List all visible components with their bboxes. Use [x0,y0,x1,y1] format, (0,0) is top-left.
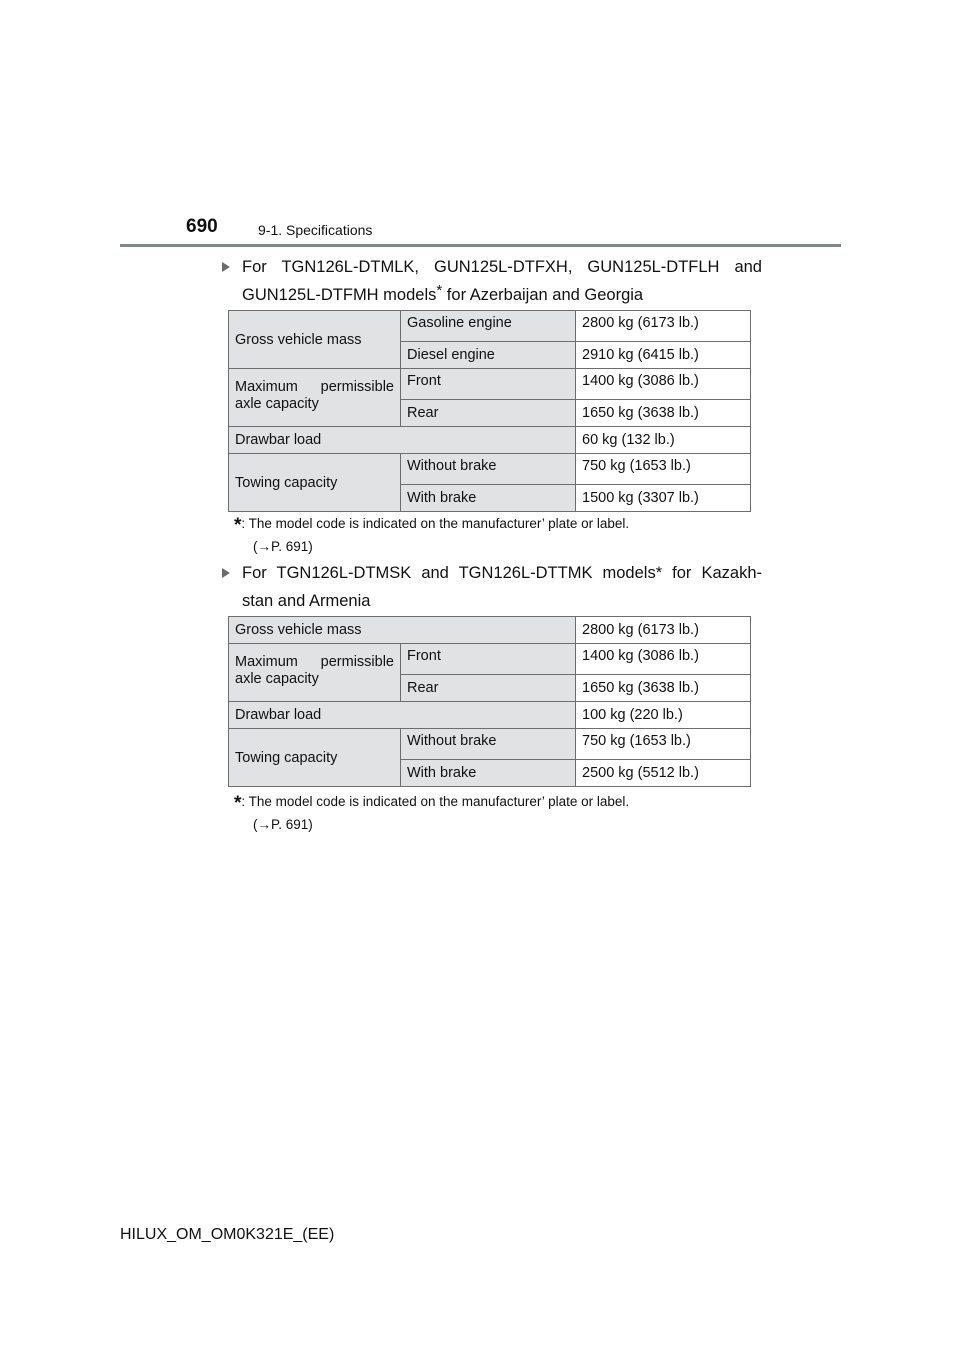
value-rear: 1650 kg (3638 lb.) [576,675,751,702]
label-gross-vehicle-mass: Gross vehicle mass [229,311,401,369]
page-number: 690 [186,216,218,237]
header-divider [120,244,841,247]
value-front: 1400 kg (3086 lb.) [576,644,751,675]
value-gasoline-engine: 2800 kg (6173 lb.) [576,311,751,342]
value-with-brake: 2500 kg (5512 lb.) [576,760,751,787]
page-reference: (→P. 691) [253,817,313,832]
label-with-brake: With brake [401,485,576,512]
section-title: 9-1. Specifications [258,222,373,238]
section2-heading [222,559,762,615]
value-drawbar-load: 60 kg (132 lb.) [576,427,751,454]
value-without-brake: 750 kg (1653 lb.) [576,729,751,760]
section1-footnote: *: The model code is indicated on the manufacturer’ plate or label. (→P. 691) [234,513,629,557]
section2-heading-line1: For TGN126L-DTMSK and TGN126L-DTTMK models* for Kazakh- [242,564,762,582]
label-towing-capacity: Towing capacity [229,454,401,512]
table-row [229,369,751,400]
value-diesel-engine: 2910 kg (6415 lb.) [576,342,751,369]
label-with-brake: With brake [401,760,576,787]
value-front: 1400 kg (3086 lb.) [576,369,751,400]
label-without-brake: Without brake [401,729,576,760]
section1-heading-line2: GUN125L-DTFMH models* for Azerbaijan and Georgia [242,281,644,304]
section1-heading-line1: For TGN126L-DTMLK, GUN125L-DTFXH, GUN125L-DTFLH and [242,258,762,276]
section1-heading [222,253,762,309]
label-diesel-engine: Diesel engine [401,342,576,369]
table-row [229,644,751,675]
table-row [229,617,751,644]
label-axle-capacity: Maximum permissible axle capacity [229,369,401,427]
table-row [229,454,751,485]
footer-doc-code: HILUX_OM_OM0K321E_(EE) [120,1226,335,1243]
value-without-brake: 750 kg (1653 lb.) [576,454,751,485]
footnote-star: * [234,515,242,536]
value-drawbar-load: 100 kg (220 lb.) [576,702,751,729]
label-drawbar-load: Drawbar load [229,427,576,454]
value-with-brake: 1500 kg (3307 lb.) [576,485,751,512]
label-rear: Rear [401,675,576,702]
table-row [229,729,751,760]
label-gasoline-engine: Gasoline engine [401,311,576,342]
label-rear: Rear [401,400,576,427]
value-gross-vehicle-mass: 2800 kg (6173 lb.) [576,617,751,644]
table-row [229,311,751,342]
label-drawbar-load: Drawbar load [229,702,576,729]
bullet-triangle-icon [222,568,230,578]
label-towing-capacity: Towing capacity [229,729,401,787]
label-gross-vehicle-mass: Gross vehicle mass [229,617,576,644]
label-front: Front [401,644,576,675]
label-front: Front [401,369,576,400]
label-without-brake: Without brake [401,454,576,485]
section1-spec-table [228,310,751,512]
footnote-star: * [436,281,443,299]
section2-footnote: *: The model code is indicated on the manufacturer’ plate or label. (→P. 691) [234,791,629,835]
section2-spec-table [228,616,751,787]
section2-heading-line2: stan and Armenia [242,592,371,610]
label-axle-capacity: Maximum permissible axle capacity [229,644,401,702]
page-reference: (→P. 691) [253,539,313,554]
table-row [229,427,751,454]
footnote-star: * [234,793,242,814]
table-row [229,702,751,729]
value-rear: 1650 kg (3638 lb.) [576,400,751,427]
bullet-triangle-icon [222,262,230,272]
